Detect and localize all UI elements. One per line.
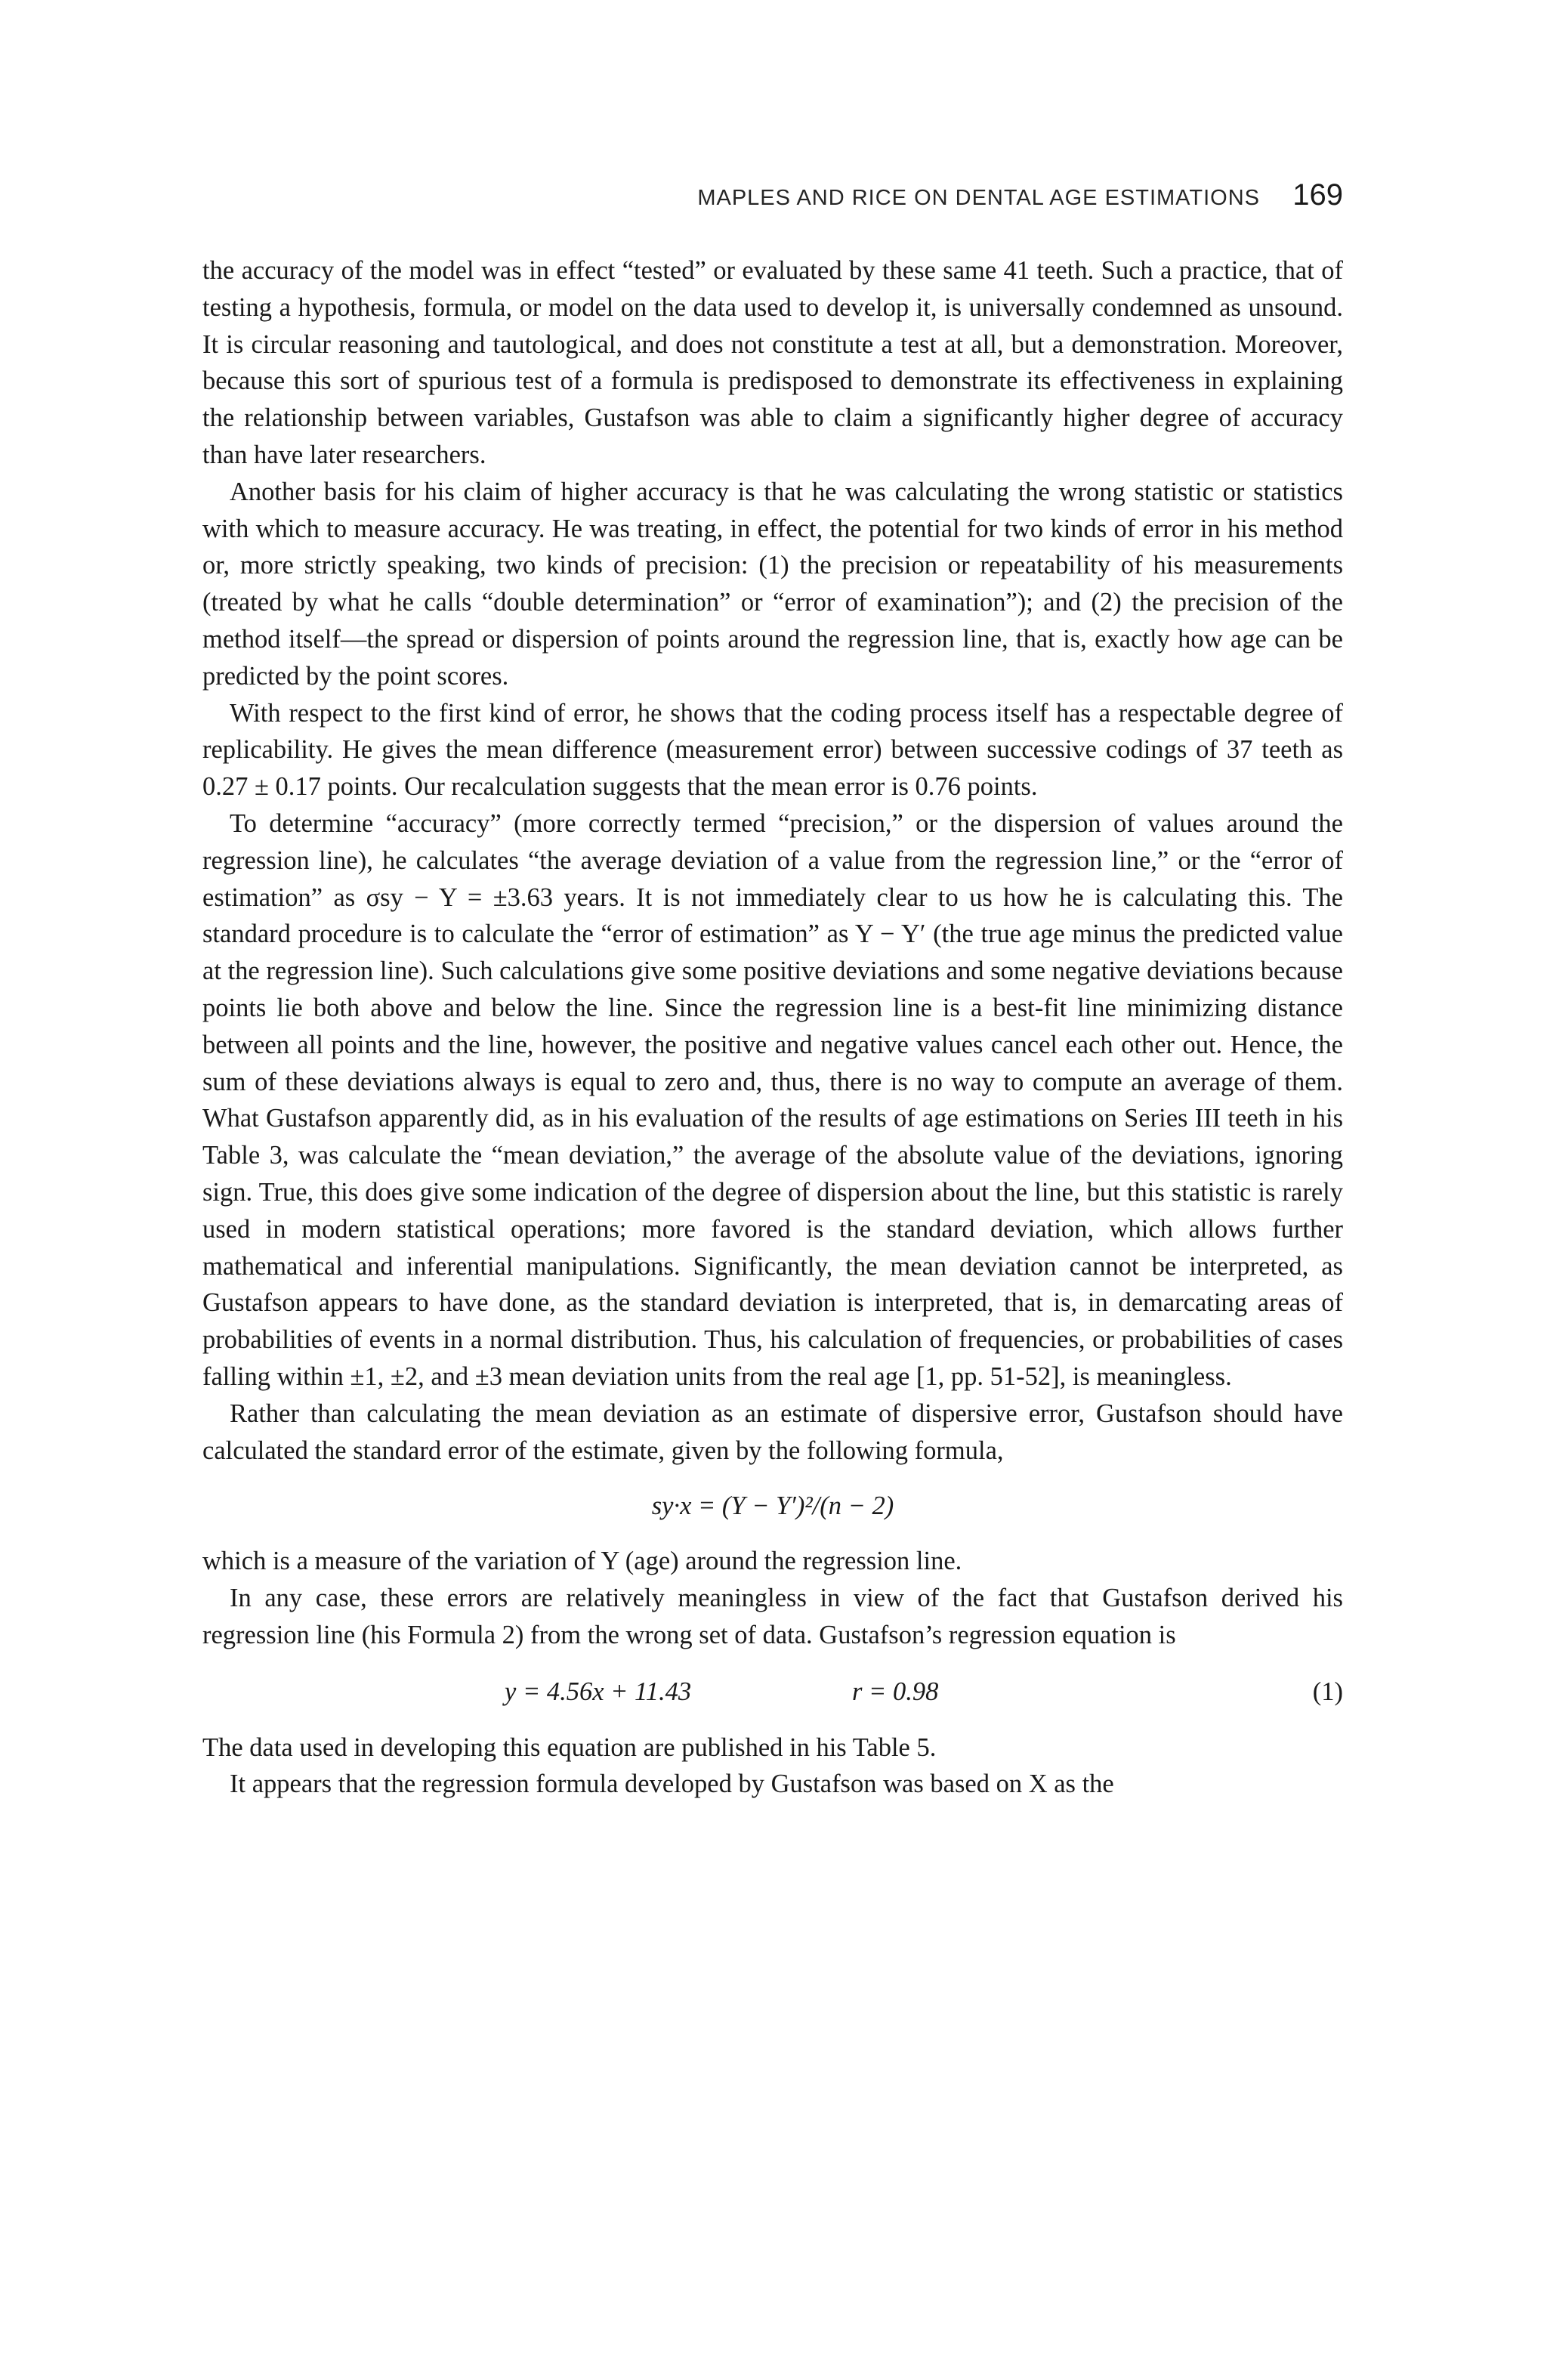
equation-number: (1) (1312, 1677, 1343, 1706)
page-number: 169 (1292, 178, 1343, 212)
paragraph-8: The data used in developing this equation are published in his Table 5. (202, 1732, 937, 1762)
paragraph-3: With respect to the first kind of error, he shows that the coding process itself has a respectable degree of replicability. He gives the mean difference (measurement error) between successive codings of 37 teeth as 0.27 ± 0.17 points. Our recalculation suggests that the mean error is 0.76 points. (202, 698, 1343, 802)
paragraph-7: In any case, these errors are relatively meaningless in view of the fact that Gustafson derived his regression line (his Formula 2) from the wrong set of data. Gustafson’s regression equation is (202, 1584, 1343, 1649)
running-title: MAPLES AND RICE ON DENTAL AGE ESTIMATIONS (697, 186, 1260, 210)
equation-correlation: r = 0.98 (852, 1677, 939, 1706)
paragraph-4: To determine “accuracy” (more correctly termed “precision,” or the dispersion of values around the regression line), he calculates “the average deviation of a value from the regression line,” or the “error of estimation” as σsy − Y = ±3.63 years. It is not immediately clear to us how he is calculating this. The standard procedure is to calculate the “error of estimation” as Y − Y′ (the true age minus the predicted value at the regression line). Such calculations give some positive deviations and some negative deviations because points lie both above and below the line. Since the regression line is a best-fit line minimizing distance between all points and the line, however, the positive and negative values cancel each other out. Hence, the sum of these deviations always is equal to zero and, thus, there is no way to compute an average of them. What Gustafson apparently did, as in his evaluation of the results of age estimations on Series III teeth in his Table 3, was calculate the “mean deviation,” the average of the absolute value of the deviations, ignoring sign. True, this does give some indication of the degree of dispersion about the line, but this statistic is rarely used in modern statistical operations; more favored is the standard deviation, which allows further mathematical and inferential manipulations. Significantly, the mean deviation cannot be interpreted, as Gustafson appears to have done, as the standard deviation is interpreted, that is, in demarcating areas of probabilities of events in a normal distribution. Thus, his calculation of frequencies, or probabilities of cases falling within ±1, ±2, and ±3 mean deviation units from the real age [1, pp. 51-52], is meaningless. (202, 808, 1343, 1391)
paragraph-2: Another basis for his claim of higher accuracy is that he was calculating the wrong statistic or statistics with which to measure accuracy. He was treating, in effect, the potential for two kinds of error in his method or, more strictly speaking, two kinds of precision: (1) the precision or repeatability of his measurements (treated by what he calls “double determination” or “error of examination”); and (2) the precision of the method itself—the spread or dispersion of points around the regression line, that is, exactly how age can be predicted by the point scores. (202, 477, 1343, 691)
body-text (202, 252, 1343, 1803)
running-head (202, 178, 1343, 216)
paragraph-9: It appears that the regression formula developed by Gustafson was based on X as the (230, 1770, 1114, 1799)
equation-regression-formula: y = 4.56x + 11.43 (505, 1677, 692, 1706)
paragraph-6: which is a measure of the variation of Y (age) around the regression line. (202, 1547, 962, 1576)
paragraph-1: the accuracy of the model was in effect “tested” or evaluated by these same 41 teeth. Such a practice, that of testing a hypothesis, formula, or model on the data used to develop it, is universally condemned as unsound. It is circular reasoning and tautological, and does not constitute a test at all, but a demonstration. Moreover, because this sort of spurious test of a formula is predisposed to demonstrate its effectiveness in explaining the relationship between variables, Gustafson was able to claim a significantly higher degree of accuracy than have later researchers. (202, 256, 1343, 469)
equation-regression (202, 1654, 1343, 1729)
equation-standard-error: sy·x = (Y − Y′)²/(n − 2) (651, 1491, 894, 1521)
paragraph-5: Rather than calculating the mean deviation as an estimate of dispersive error, Gustafson should have calculated the standard error of the estimate, given by the following formula, (202, 1399, 1343, 1465)
